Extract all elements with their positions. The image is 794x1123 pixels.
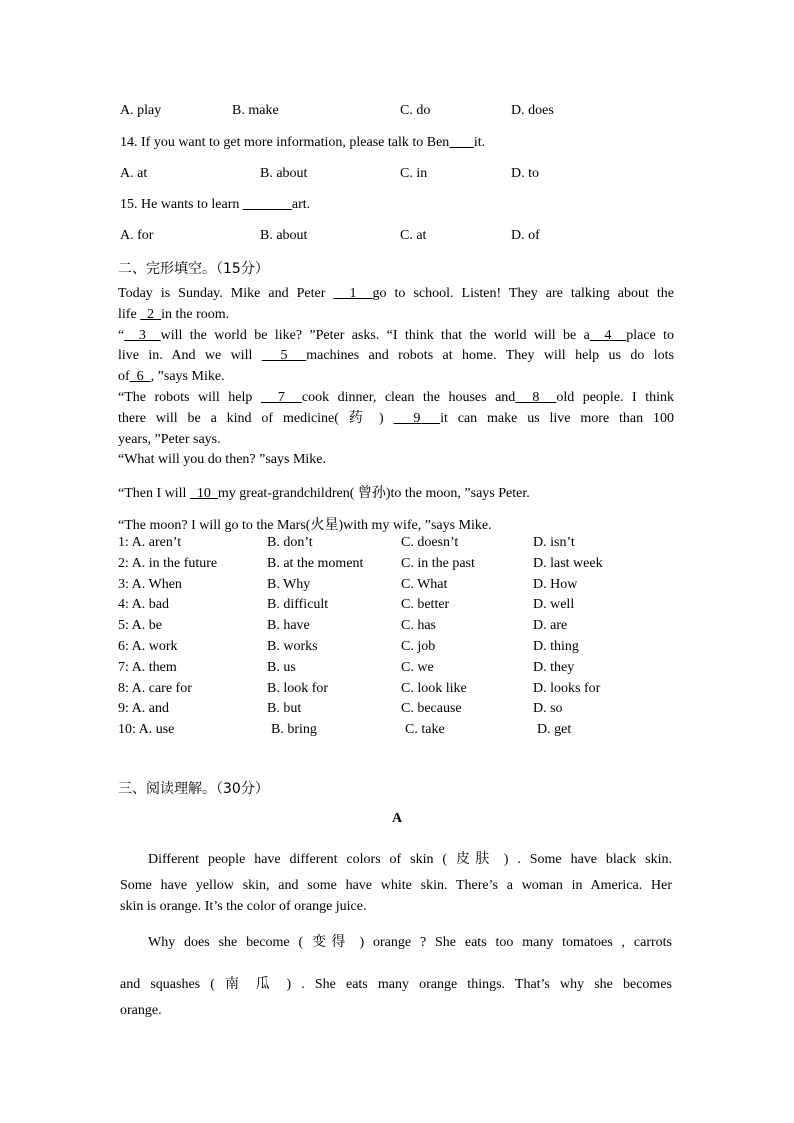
q13-option-a: A. play: [120, 103, 162, 118]
q15-stem: 15. He wants to learn art.: [120, 197, 311, 212]
blank-10: 10: [189, 486, 218, 501]
cloze-option-1-d: D. isn’t: [533, 535, 575, 550]
section2-heading: 二、完形填空。（15分）: [118, 261, 269, 277]
q15-blank: [243, 197, 292, 212]
blank-7: 7: [260, 389, 302, 405]
q14-option-d: D. to: [511, 166, 539, 181]
cloze-option-4-b: B. difficult: [267, 597, 329, 613]
q14-blank: [449, 135, 474, 150]
cloze-passage: [118, 284, 674, 450]
cloze-option-8-c: C. look like: [401, 680, 467, 696]
cloze-option-6-c: C. job: [401, 639, 436, 654]
blank-8: 8: [515, 389, 557, 405]
cloze-option-8-a: 8: A. care for: [118, 680, 192, 696]
section3-heading: 三、阅读理解。（30分）: [118, 781, 269, 797]
cloze-option-7-d: D. they: [533, 659, 575, 675]
passage-a-paragraph-1: Different people have different colors of skin ( 皮肤 ) . Some have black skin. Some have yellow skin, and some have white skin. There’s a woman in America. Her skin is orange. It’s the color of orange juice.: [120, 852, 672, 914]
cloze-option-7-a: 7: A. them: [118, 659, 177, 675]
cloze-option-1-c: C. doesn’t: [401, 535, 459, 550]
cloze-line-8: years, ”Peter says.: [118, 431, 221, 447]
cloze-option-1-b: B. don’t: [267, 535, 313, 550]
q13-option-c: C. do: [400, 103, 431, 118]
passage-a-title: A: [391, 811, 403, 826]
q13-option-d: D. does: [511, 103, 554, 118]
cloze-line-11: “The moon? I will go to the Mars(火星)with my wife, ”says Mike.: [118, 518, 492, 533]
cloze-option-9-a: 9: A. and: [118, 701, 169, 717]
cloze-line-10: “Then I will 10 my great-grandchildren( 曾孙)to the moon, ”says Peter.: [118, 486, 530, 501]
cloze-option-3-a: 3: A. When: [118, 576, 182, 592]
cloze-option-7-c: C. we: [401, 659, 434, 675]
cloze-option-6-d: D. thing: [533, 639, 579, 654]
q14-option-b: B. about: [260, 166, 308, 181]
cloze-option-2-c: C. in the past: [401, 555, 475, 571]
cloze-option-2-b: B. at the moment: [267, 555, 364, 571]
cloze-option-3-c: C. What: [401, 576, 448, 592]
cloze-option-8-d: D. looks for: [533, 680, 601, 696]
cloze-option-4-d: D. well: [533, 597, 575, 613]
cloze-option-5-a: 5: A. be: [118, 618, 162, 634]
cloze-line-3: “ 3 will the world be like? ”Peter asks. “I think that the world will be a 4 place to: [118, 327, 674, 343]
cloze-option-10-d: D. get: [537, 722, 572, 738]
q14-stem: 14. If you want to get more information, please talk to Ben it.: [120, 135, 486, 150]
cloze-line-9: “What will you do then? ”says Mike.: [118, 452, 327, 467]
cloze-line-5: of 6 , ”says Mike.: [118, 369, 225, 385]
cloze-option-5-b: B. have: [267, 618, 310, 634]
cloze-option-4-a: 4: A. bad: [118, 597, 169, 613]
blank-5: 5: [261, 348, 307, 364]
cloze-option-7-b: B. us: [267, 659, 296, 675]
cloze-option-10-b: B. bring: [271, 722, 317, 738]
cloze-option-2-d: D. last week: [533, 555, 603, 571]
cloze-option-9-b: B. but: [267, 701, 302, 717]
cloze-option-6-b: B. works: [267, 639, 318, 654]
blank-9: 9: [393, 410, 441, 426]
cloze-option-8-b: B. look for: [267, 680, 329, 696]
cloze-option-2-a: 2: A. in the future: [118, 555, 218, 571]
q15-option-a: A. for: [120, 228, 154, 243]
cloze-option-3-d: D. How: [533, 576, 578, 592]
q15-option-b: B. about: [260, 228, 308, 243]
cloze-line-2: life 2 in the room.: [118, 306, 230, 322]
cloze-option-1-a: 1: A. aren’t: [118, 535, 182, 550]
cloze-line-4: live in. And we will 5 machines and robots at home. They will help us do lots: [118, 348, 674, 364]
cloze-line-6: “The robots will help 7 cook dinner, clean the houses and 8 old people. I think: [118, 389, 674, 405]
blank-6: 6: [129, 369, 151, 385]
cloze-option-9-d: D. so: [533, 701, 563, 717]
blank-3: 3: [124, 327, 161, 343]
cloze-option-5-c: C. has: [401, 618, 436, 634]
q13-option-b: B. make: [232, 103, 279, 118]
q15-option-d: D. of: [511, 228, 540, 243]
passage-a-paragraph-2: Why does she become ( 变得 ) orange ? She eats too many tomatoes , carrots and squashes ( 南 瓜 ) . She eats many orange things. That’s why she becomes orange.: [120, 935, 672, 1018]
blank-1: 1: [333, 286, 373, 301]
cloze-option-9-c: C. because: [401, 701, 462, 717]
cloze-line-1: Today is Sunday. Mike and Peter 1 go to school. Listen! They are talking about the: [118, 286, 675, 301]
cloze-option-5-d: D. are: [533, 618, 568, 634]
cloze-option-10-c: C. take: [405, 722, 445, 738]
cloze-option-3-b: B. Why: [267, 576, 311, 592]
cloze-option-6-a: 6: A. work: [118, 639, 178, 654]
q15-option-c: C. at: [400, 228, 427, 243]
q14-option-a: A. at: [120, 166, 148, 181]
q14-option-c: C. in: [400, 166, 428, 181]
blank-4: 4: [589, 327, 627, 343]
blank-2: 2: [140, 306, 162, 322]
cloze-option-4-c: C. better: [401, 597, 450, 613]
cloze-line-7: there will be a kind of medicine( 药 ) 9 it can make us live more than 100: [118, 410, 675, 426]
cloze-option-10-a: 10: A. use: [118, 722, 175, 738]
